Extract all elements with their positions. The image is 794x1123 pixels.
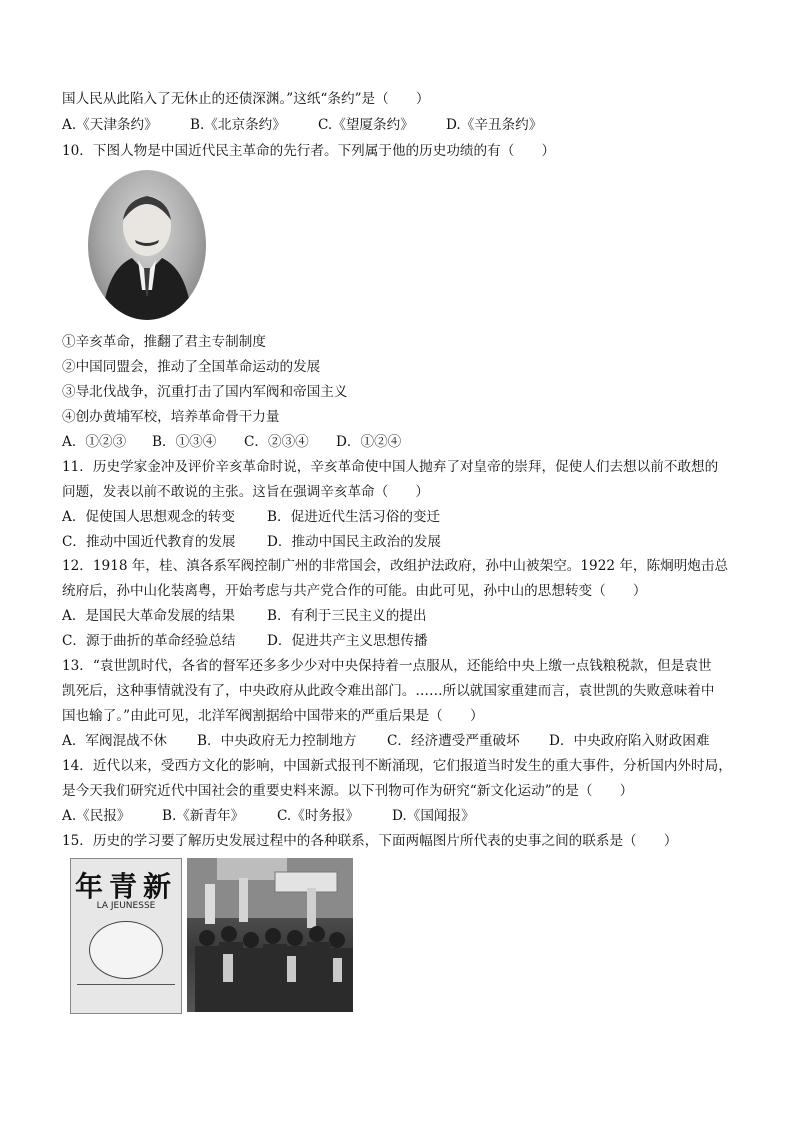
- q15-stem: 15．历史的学习要了解历史发展过程中的各种联系，下面两幅图片所代表的史事之间的联系是（ ）: [62, 833, 678, 849]
- q14-option-a[interactable]: A.《民报》: [62, 808, 131, 824]
- portrait-photo: [88, 170, 206, 320]
- q9-options: [62, 116, 542, 134]
- q10-option-b[interactable]: B．①③④: [152, 434, 217, 450]
- q9-option-d[interactable]: D.《辛丑条约》: [446, 117, 543, 133]
- magazine-footer: [77, 984, 175, 1007]
- q10-option-a[interactable]: A．①②③: [62, 434, 127, 450]
- q12-stem-line-1: 12．1918 年，桂、滇各系军阀控制广州的非常国会，改组护法政府，孙中山被架空。1922 年，陈炯明炮击总: [62, 558, 729, 574]
- magazine-emblem: [89, 921, 163, 979]
- q13-stem-line-2: 凯死后，这种事情就没有了，中央政府从此政令难出部门。……所以就国家重建而言，袁世凯的失败意味着中: [62, 683, 715, 699]
- q9-option-c[interactable]: C.《望厦条约》: [318, 117, 414, 133]
- protest-crowd-illustration: [187, 858, 353, 1012]
- magazine-title: 年青新: [74, 870, 177, 903]
- q13-option-b[interactable]: B．中央政府无力控制地方: [197, 733, 357, 749]
- q10-stem: 10．下图人物是中国近代民主革命的先行者。下列属于他的历史功绩的有（ ）: [62, 143, 556, 159]
- q13-option-c[interactable]: C．经济遭受严重破坏: [387, 733, 520, 749]
- q11-option-c[interactable]: C．推动中国近代教育的发展: [62, 534, 236, 550]
- q13-option-a[interactable]: A．军阀混战不休: [62, 733, 167, 749]
- q10-option-c[interactable]: C．②③④: [244, 434, 309, 450]
- q13-stem-line-1: 13．“袁世凯时代，各省的督军还多多少少对中央保持着一点服从，还能给中央上缴一点钱粮税款，但是袁世: [62, 658, 712, 674]
- q12-stem-line-2: 统府后，孙中山化装离粤，开始考虑与共产党合作的可能。由此可见，孙中山的思想转变（ ）: [62, 583, 647, 599]
- q11-stem-line-1: 11．历史学家金冲及评价辛亥革命时说，辛亥革命使中国人抛弃了对皇帝的崇拜，促使人们去想以前不敢想的: [62, 459, 719, 475]
- q12-options-row-2: [62, 632, 427, 650]
- q13-stem-line-3: 国也输了。”由此可见，北洋军阀割据给中国带来的严重后果是（ ）: [62, 708, 484, 724]
- q10-item-2: ②中国同盟会，推动了全国革命运动的发展: [62, 359, 321, 375]
- q12-option-a[interactable]: A．是国民大革命发展的结果: [62, 608, 235, 624]
- q12-option-b[interactable]: B．有利于三民主义的提出: [267, 608, 427, 624]
- q9-option-a[interactable]: A.《天津条约》: [62, 117, 158, 133]
- q12-options-row-1: [62, 607, 427, 625]
- magazine-subtitle: LA JEUNESSE: [96, 901, 156, 911]
- q11-option-b[interactable]: B．促进近代生活习俗的变迁: [267, 509, 441, 525]
- q12-option-c[interactable]: C．源于曲折的革命经验总结: [62, 633, 236, 649]
- q11-options-row-2: [62, 533, 441, 551]
- q11-options-row-1: [62, 508, 440, 526]
- portrait-figure: [88, 170, 206, 320]
- q10-options: [62, 433, 401, 451]
- q10-item-1: ①辛亥革命，推翻了君主专制制度: [62, 334, 266, 350]
- q11-option-a[interactable]: A．促使国人思想观念的转变: [62, 509, 235, 525]
- q13-options: [62, 732, 709, 750]
- q12-option-d[interactable]: D．促进共产主义思想传播: [267, 633, 428, 649]
- q14-option-c[interactable]: C.《时务报》: [277, 808, 360, 824]
- may-fourth-protest-image: [187, 858, 353, 1012]
- q11-stem-line-2: 问题，发表以前不敢说的主张。这旨在强调辛亥革命（ ）: [62, 484, 430, 500]
- q14-stem-line-1: 14．近代以来，受西方文化的影响，中国新式报刊不断涌现，它们报道当时发生的重大事件，分析国内外时局，: [62, 758, 732, 774]
- q9-option-b[interactable]: B.《北京条约》: [190, 117, 286, 133]
- q11-option-d[interactable]: D．推动中国民主政治的发展: [267, 534, 442, 550]
- q14-stem-line-2: 是今天我们研究近代中国社会的重要史料来源。以下刊物可作为研究“新文化运动”的是（ ）: [62, 783, 634, 799]
- q10-item-4: ④创办黄埔军校，培养革命骨干力量: [62, 409, 280, 425]
- q14-option-b[interactable]: B.《新青年》: [162, 808, 245, 824]
- q10-item-3: ③导北伐战争，沉重打击了国内军阀和帝国主义: [62, 384, 348, 400]
- q9-stem-tail: 国人民从此陷入了无休止的还债深渊。”这纸“条约”是（ ）: [62, 91, 430, 107]
- q10-option-d[interactable]: D．①②④: [336, 434, 402, 450]
- q13-option-d[interactable]: D．中央政府陷入财政困难: [549, 733, 710, 749]
- q14-options: [62, 807, 475, 825]
- new-youth-cover-image: [70, 858, 182, 1014]
- q14-option-d[interactable]: D.《国闻报》: [392, 808, 475, 824]
